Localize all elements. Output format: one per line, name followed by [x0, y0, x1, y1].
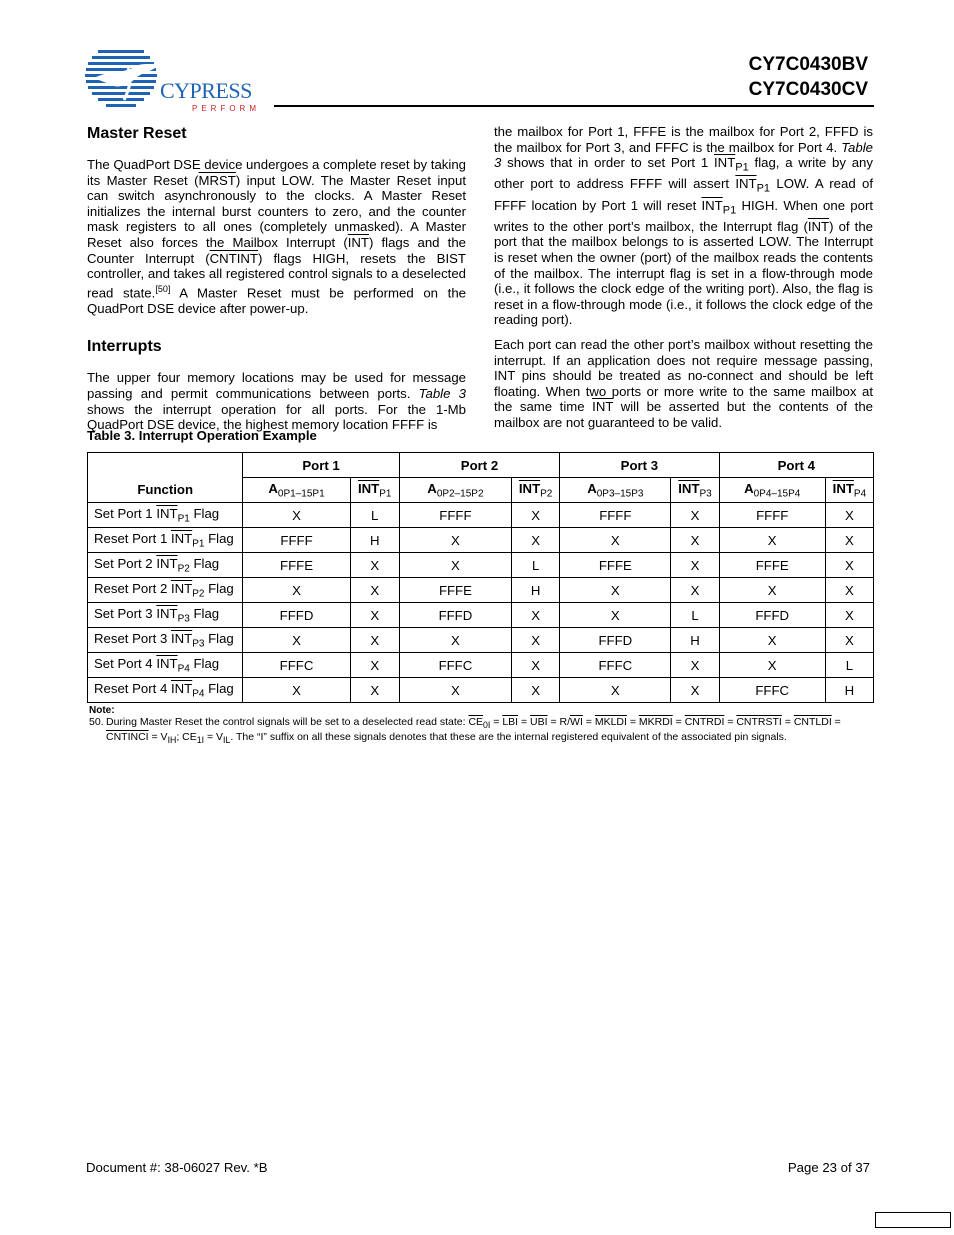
- table-cell: X: [671, 653, 719, 678]
- int-header-p3: $\overline{INT}_{P3}$: [671, 478, 719, 503]
- table-cell: L: [350, 503, 399, 528]
- part-number-bv: CY7C0430BV: [748, 54, 868, 75]
- logo-brand-text: CYPRESS: [160, 78, 252, 103]
- table-cell: X: [671, 678, 719, 703]
- port-1-header: Port 1: [243, 453, 399, 478]
- table-cell: X: [512, 628, 560, 653]
- table-cell: X: [350, 628, 399, 653]
- table-cell: FFFF: [560, 503, 671, 528]
- table-cell: FFFC: [243, 653, 350, 678]
- footnote-ref[interactable]: [50]: [155, 283, 171, 294]
- part-numbers: [749, 52, 868, 102]
- footnote-text: During Master Reset the control signals will be set to a deselected read state: $\overline{CE}_{0I} = \overline{LBI} = \overline{UBI} = R/\overline{WI}$ = MKLDI = MKRDI = CNTRDI = CNTRSTI = CNTLDI = CNTINCI = $V_{IH}$; $CE_{1I} = V_{IL}$. The “I” suffix on all these signals denotes that these are the internal registered equivalent of the associated pin signals.: [106, 716, 841, 746]
- table-cell: X: [560, 678, 671, 703]
- address-header-p4: $A_{0P4-15P4}$: [719, 478, 825, 503]
- port-3-header: Port 3: [560, 453, 719, 478]
- int-header-p2: $\overline{INT}_{P2}$: [512, 478, 560, 503]
- int-header-p1: $\overline{INT}_{P1}$: [350, 478, 399, 503]
- table-cell: FFFF: [243, 528, 350, 553]
- table-cell: H: [825, 678, 873, 703]
- table-cell: X: [243, 678, 350, 703]
- cypress-logo: [84, 44, 259, 119]
- table-cell: X: [719, 578, 825, 603]
- table-cell: FFFD: [719, 603, 825, 628]
- interrupt-operation-table: [87, 452, 874, 703]
- table-cell: X: [671, 528, 719, 553]
- table-cell: L: [671, 603, 719, 628]
- table-cell: X: [512, 678, 560, 703]
- address-header-p3: $A_{0P3-15P3}$: [560, 478, 671, 503]
- function-cell: Reset Port 4 $\overline{INT}_{P4}$ Flag: [88, 678, 243, 703]
- table-cell: FFFE: [399, 578, 511, 603]
- table-cell: FFFD: [560, 628, 671, 653]
- table-row: [88, 528, 874, 553]
- table-cell: L: [512, 553, 560, 578]
- page-number: Page 23 of 37: [787, 1160, 870, 1175]
- table-cell: H: [512, 578, 560, 603]
- table-cell: X: [399, 528, 511, 553]
- table-cell: FFFC: [399, 653, 511, 678]
- table-cell: H: [671, 628, 719, 653]
- table-cell: X: [560, 528, 671, 553]
- table-3-reference[interactable]: Table 3: [418, 385, 467, 401]
- function-cell: Set Port 2 $\overline{INT}_{P2}$ Flag: [88, 553, 243, 578]
- table-cell: X: [350, 553, 399, 578]
- int-header-p4: $\overline{INT}_{P4}$: [825, 478, 873, 503]
- function-cell: Reset Port 2 $\overline{INT}_{P2}$ Flag: [88, 578, 243, 603]
- table-row: [88, 553, 874, 578]
- function-cell: Reset Port 1 $\overline{INT}_{P1}$ Flag: [88, 528, 243, 553]
- table-cell: X: [350, 678, 399, 703]
- mailbox-read-paragraph: Each port can read the other port’s mailbox without resetting the interrupt. If an application does not require message passing, INT pins should be treated as no-connect and should be left floating. When two ports or more write to the same mailbox at the same time $\overline{INT}$ will be asserted but the contents of the mailbox are not guaranteed to be valid.: [494, 337, 873, 431]
- table-cell: X: [825, 628, 873, 653]
- feedback-button[interactable]: [875, 1212, 951, 1228]
- table-cell: L: [825, 653, 873, 678]
- table-cell: FFFF: [719, 503, 825, 528]
- mailbox-paragraph: the mailbox for Port 1, FFFE is the mailbox for Port 2, FFFD is the mailbox for Port 3, and FFFC is the mailbox for Port 4. Table 3 shows that in order to set Port 1 $\overline{INT}_{P1}$ flag, a write by any other port to address FFFF will assert $\overline{INT}_{P1}$ LOW. A read of FFFF location by Port 1 will reset $\overline{INT}_{P1}$ HIGH. When one port writes to the other port’s mailbox, the Interrupt flag $(\overline{INT})$ of the port that the mailbox belongs to is asserted LOW. The Interrupt is reset when the owner (port) of the mailbox reads the contents of the mailbox. The interrupt flag is set in a flow-through mode (i.e., it follows the clock edge of the writing port). Also, the flag is reset in a flow-through mode (i.e., it follows the clock edge of the reading port).: [494, 124, 873, 328]
- table-row: [88, 578, 874, 603]
- table-cell: X: [825, 503, 873, 528]
- table-cell: X: [671, 578, 719, 603]
- table-row: [88, 628, 874, 653]
- table-cell: FFFC: [560, 653, 671, 678]
- interrupts-paragraph: The upper four memory locations may be used for message passing and permit communications between ports. Table 3 shows the interrupt operation for all ports. For the 1-Mb QuadPort DSE device, the highest memory location FFFF is: [87, 370, 467, 433]
- table-cell: X: [719, 653, 825, 678]
- table-cell: FFFE: [719, 553, 825, 578]
- table-cell: FFFE: [560, 553, 671, 578]
- right-column: [494, 124, 873, 440]
- table-cell: X: [350, 578, 399, 603]
- table-cell: X: [719, 528, 825, 553]
- table-cell: FFFD: [243, 603, 350, 628]
- port-2-header: Port 2: [399, 453, 559, 478]
- part-number-cv: CY7C0430CV: [748, 79, 868, 100]
- left-column: [87, 124, 466, 442]
- table-cell: H: [350, 528, 399, 553]
- table-cell: X: [512, 603, 560, 628]
- function-cell: Set Port 1 $\overline{INT}_{P1}$ Flag: [88, 503, 243, 528]
- function-cell: Set Port 4 $\overline{INT}_{P4}$ Flag: [88, 653, 243, 678]
- note-label: Note:: [89, 705, 115, 716]
- table-cell: FFFC: [719, 678, 825, 703]
- footnote-50: [89, 716, 879, 746]
- address-header-p2: $A_{0P2-15P2}$: [399, 478, 511, 503]
- table-cell: X: [719, 628, 825, 653]
- table-cell: X: [243, 578, 350, 603]
- table-cell: X: [671, 553, 719, 578]
- table-cell: X: [512, 528, 560, 553]
- interrupts-heading: Interrupts: [87, 338, 162, 356]
- function-header: Function: [88, 453, 243, 503]
- table-3-reference[interactable]: Table 3: [494, 139, 873, 171]
- header-divider: [274, 105, 874, 107]
- table-cell: FFFE: [243, 553, 350, 578]
- table-cell: X: [243, 628, 350, 653]
- function-cell: Reset Port 3 $\overline{INT}_{P3}$ Flag: [88, 628, 243, 653]
- table-cell: X: [825, 528, 873, 553]
- table-cell: X: [243, 503, 350, 528]
- table-cell: X: [350, 603, 399, 628]
- table-row: [88, 603, 874, 628]
- table-cell: X: [399, 628, 511, 653]
- table-cell: X: [399, 553, 511, 578]
- table-cell: X: [512, 653, 560, 678]
- table-row: [88, 653, 874, 678]
- table-cell: X: [560, 578, 671, 603]
- table-row: [88, 678, 874, 703]
- footnote-number: 50.: [89, 716, 104, 728]
- address-header-p1: $A_{0P1-15P1}$: [243, 478, 350, 503]
- table-caption: Table 3. Interrupt Operation Example: [87, 428, 317, 443]
- master-reset-heading: Master Reset: [87, 125, 187, 142]
- table-cell: X: [350, 653, 399, 678]
- table-cell: X: [512, 503, 560, 528]
- table-cell: FFFF: [399, 503, 511, 528]
- table-cell: X: [825, 553, 873, 578]
- table-cell: X: [399, 678, 511, 703]
- port-4-header: Port 4: [719, 453, 873, 478]
- logo-tagline-text: PERFORM: [192, 104, 260, 113]
- table-row: [88, 503, 874, 528]
- function-cell: Set Port 3 $\overline{INT}_{P3}$ Flag: [88, 603, 243, 628]
- table-cell: X: [560, 603, 671, 628]
- table-cell: X: [825, 603, 873, 628]
- table-cell: X: [825, 578, 873, 603]
- table-cell: X: [671, 503, 719, 528]
- master-reset-paragraph: The QuadPort DSE device undergoes a complete reset by taking its Master Reset (MRST) input LOW. The Master Reset input can switch asynchronously to the clocks. A Master Reset initializes the internal burst counters to zero, and the counter mask registers to all ones (completely unmasked). A Master Reset also forces the Mailbox Interrupt $(\overline{INT})$ flags and the Counter Interrupt (CNTINT) flags HIGH, resets the BIST controller, and takes all registered control signals to a deselected read state.[50] A Master Reset must be performed on the QuadPort DSE device after power-up.: [87, 157, 466, 316]
- document-number: Document #: 38-06027 Rev. *B: [86, 1160, 268, 1175]
- table-cell: FFFD: [399, 603, 511, 628]
